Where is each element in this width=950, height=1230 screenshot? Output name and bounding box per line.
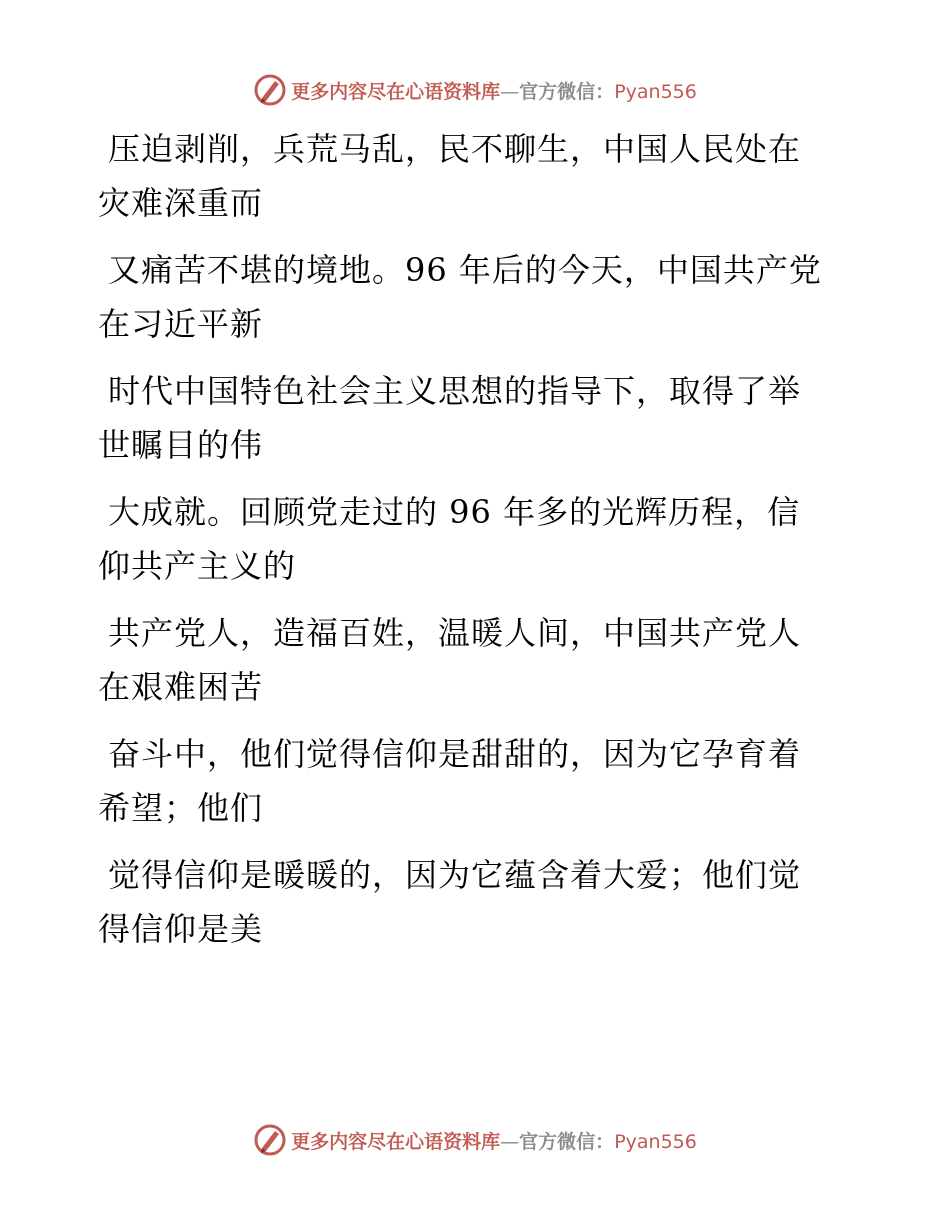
header-site-name: 更多内容尽在心语资料库: [291, 80, 501, 103]
pen-logo-icon: [253, 73, 287, 107]
paragraph-line: 在艰难困苦: [98, 668, 264, 706]
paragraph: [98, 485, 858, 593]
footer-site-name: 更多内容尽在心语资料库: [291, 1130, 501, 1153]
paragraph-line: 压迫剥削，兵荒马乱，民不聊生，中国人民处在: [108, 130, 802, 168]
paragraph: [98, 606, 858, 714]
paragraph-line: 灾难深重而: [98, 184, 264, 222]
paragraph: [98, 364, 858, 472]
paragraph-line: 在习近平新: [98, 305, 264, 343]
paragraph-line: 仰共产主义的: [98, 547, 297, 585]
paragraph-line: 大成就。回顾党走过的 96 年多的光辉历程，信: [108, 493, 801, 531]
paragraph-line: 时代中国特色社会主义思想的指导下，取得了举: [108, 372, 802, 410]
footer-wechat-label: 官方微信：: [519, 1130, 615, 1153]
header-wechat-id: Pyan556: [614, 80, 697, 103]
header-dash: —: [500, 80, 520, 103]
header-banner: [0, 70, 950, 110]
header-text: [291, 77, 697, 104]
paragraph-line: 共产党人，造福百姓，温暖人间，中国共产党人: [108, 614, 802, 652]
document-body: [98, 122, 858, 969]
paragraph: [98, 243, 858, 351]
footer-wechat-id: Pyan556: [614, 1130, 697, 1153]
paragraph-line: 得信仰是美: [98, 910, 264, 948]
header-wechat-label: 官方微信：: [519, 80, 615, 103]
paragraph: [98, 727, 858, 835]
footer-dash: —: [500, 1130, 520, 1153]
paragraph-line: 又痛苦不堪的境地。96 年后的今天，中国共产党: [108, 251, 822, 289]
paragraph-line: 觉得信仰是暖暖的，因为它蕴含着大爱；他们觉: [108, 856, 802, 894]
paragraph-line: 世瞩目的伟: [98, 426, 264, 464]
paragraph: [98, 122, 858, 230]
pen-logo-icon: [253, 1123, 287, 1157]
paragraph-line: 奋斗中，他们觉得信仰是甜甜的，因为它孕育着: [108, 735, 802, 773]
footer-text: [291, 1127, 697, 1154]
footer-banner: [0, 1120, 950, 1160]
paragraph: [98, 848, 858, 956]
paragraph-line: 希望；他们: [98, 789, 264, 827]
